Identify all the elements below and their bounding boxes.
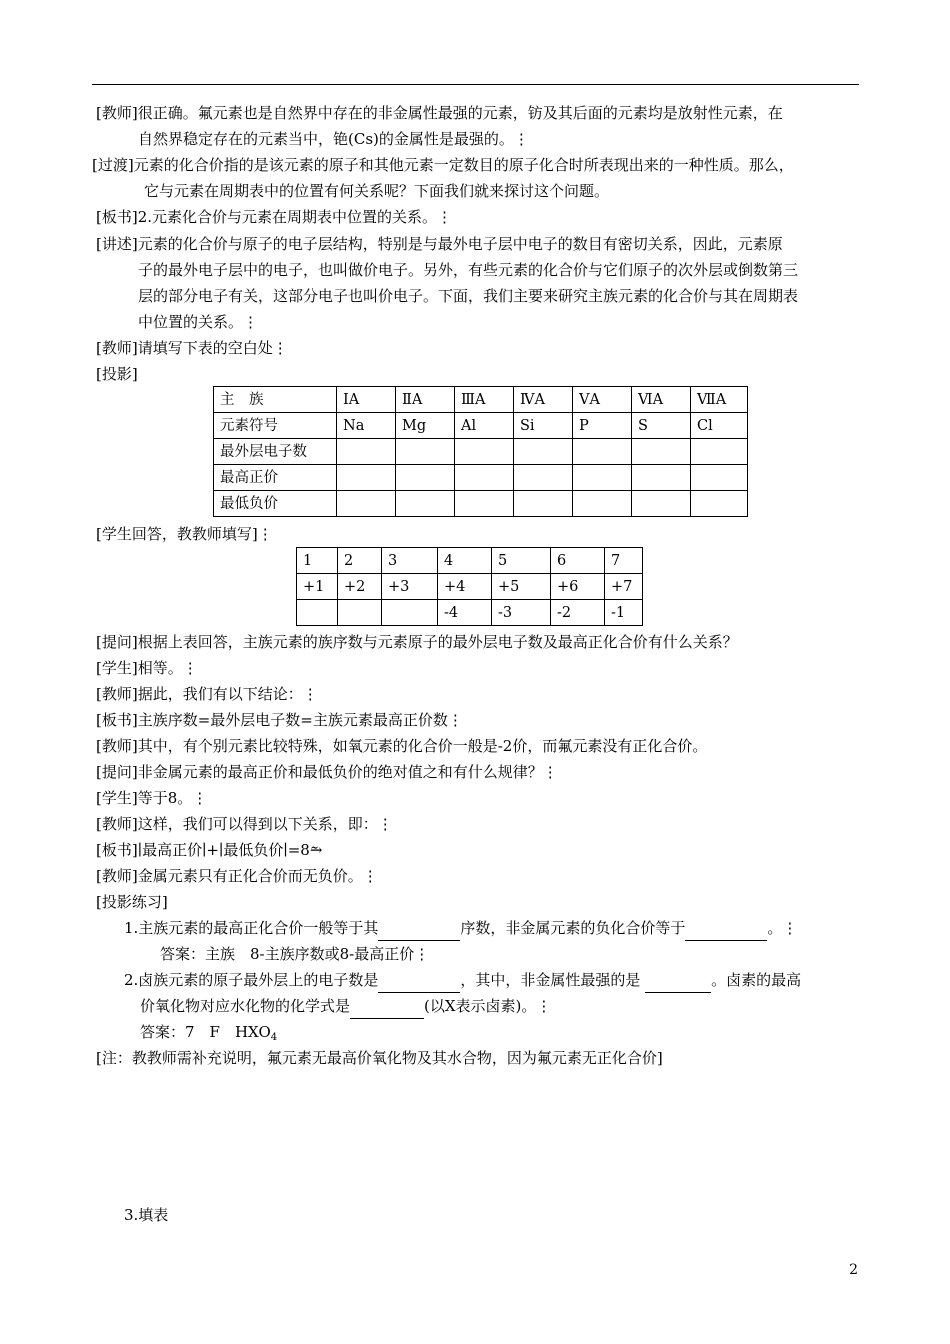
text-line: 层的部分电子有关，这部分电子也叫价电子。下面，我们主要来研究主族元素的化合价与其在周期表 [138, 287, 799, 305]
table-cell [337, 465, 396, 491]
blank-field[interactable] [350, 1000, 424, 1019]
table-cell [455, 439, 514, 465]
table-cell [632, 439, 691, 465]
table-cell: 元素符号 [214, 413, 337, 439]
table-cell: ⅦA [691, 387, 748, 413]
table-cell: 3 [382, 548, 438, 574]
table-cell [396, 465, 455, 491]
table-cell [573, 465, 632, 491]
table-cell [396, 491, 455, 517]
table-cell: ⅠA [337, 387, 396, 413]
table-row [214, 491, 748, 517]
table-cell: S [632, 413, 691, 439]
table-cell: ⅣA [514, 387, 573, 413]
table-cell: 5 [492, 548, 551, 574]
table-cell: ⅡA [396, 387, 455, 413]
table-cell: 7 [605, 548, 643, 574]
table-cell: Al [455, 413, 514, 439]
table-cell: ⅤA [573, 387, 632, 413]
table-cell: -1 [605, 600, 643, 626]
table-cell: P [573, 413, 632, 439]
table-row [214, 465, 748, 491]
table-cell [396, 439, 455, 465]
header-rule [92, 84, 859, 85]
text-line: [教师]这样，我们可以得到以下关系，即：⋮ [96, 815, 393, 833]
blank-field[interactable] [645, 974, 711, 993]
text-line: [教师]请填写下表的空白处⋮ [96, 339, 288, 357]
blank-field[interactable] [378, 974, 460, 993]
table-cell [573, 439, 632, 465]
blank-field[interactable] [685, 922, 767, 941]
item-3: 3.填表 [124, 1206, 169, 1224]
table-cell [337, 439, 396, 465]
table-cell [573, 491, 632, 517]
table-cell [632, 491, 691, 517]
text-line: 自然界稳定存在的元素当中，铯(Cs)的金属性是最强的。⋮ [138, 130, 529, 148]
text-line: 它与元素在周期表中的位置有何关系呢？下面我们就来探讨这个问题。 [144, 182, 610, 200]
table-cell: -2 [551, 600, 605, 626]
text-line: [学生]相等。⋮ [96, 659, 198, 677]
table-cell: Mg [396, 413, 455, 439]
text-line: [学生回答，教教师填写]⋮ [96, 525, 273, 543]
text-line: [投影] [96, 365, 138, 383]
table-row [214, 439, 748, 465]
table-cell [297, 600, 338, 626]
table-cell: +7 [605, 574, 643, 600]
table-cell: +5 [492, 574, 551, 600]
table-cell: +4 [438, 574, 492, 600]
text-line: 中位置的关系。⋮ [138, 313, 259, 331]
text-line: [讲述]元素的化合价与原子的电子层结构，特别是与最外电子层中电子的数目有密切关系，因此，元素原 [96, 235, 783, 253]
table-cell [514, 491, 573, 517]
table-cell: 1 [297, 548, 338, 574]
table-cell: ⅥA [632, 387, 691, 413]
table-cell [337, 491, 396, 517]
table-cell [514, 439, 573, 465]
text-line: [教师]其中，有个别元素比较特殊，如氧元素的化合价一般是-2价，而氟元素没有正化合价。 [96, 737, 708, 755]
table-cell: ⅢA [455, 387, 514, 413]
table-row [297, 574, 643, 600]
table-cell: 最高正价 [214, 465, 337, 491]
text-line: [学生]等于8。⋮ [96, 789, 208, 807]
table-cell: -4 [438, 600, 492, 626]
text-line: [教师]据此，我们有以下结论：⋮ [96, 685, 318, 703]
table-cell [338, 600, 382, 626]
text-line: [投影练习] [96, 893, 168, 911]
text-line: 子的最外电子层中的电子，也叫做价电子。另外，有些元素的化合价与它们原子的次外层或倒数第三 [138, 261, 799, 279]
table-cell: Si [514, 413, 573, 439]
table-cell: 6 [551, 548, 605, 574]
text-line: [过渡]元素的化合价指的是该元素的原子和其他元素一定数目的原子化合时所表现出来的一种性质。那么， [92, 156, 794, 174]
table-cell [514, 465, 573, 491]
table-row [214, 413, 748, 439]
table-row [297, 600, 643, 626]
table-cell: 最外层电子数 [214, 439, 337, 465]
text-line: [教师]金属元素只有正化合价而无负价。⋮ [96, 867, 378, 885]
table-row [214, 387, 748, 413]
text-line: [板书]主族序数=最外层电子数=主族元素最高正价数⋮ [96, 711, 463, 729]
text-line: [提问]根据上表回答，主族元素的族序数与元素原子的最外层电子数及最高正化合价有什么关系？ [96, 633, 738, 651]
table-cell: Cl [691, 413, 748, 439]
text-line: [提问]非金属元素的最高正价和最低负价的绝对值之和有什么规律？⋮ [96, 763, 558, 781]
table-cell [455, 465, 514, 491]
exercise-2-line2: 价氧化物对应水化物的化学式是 (以X表示卤素)。⋮ [140, 993, 551, 1019]
table-cell: Na [337, 413, 396, 439]
blank-field[interactable] [378, 922, 460, 941]
table-cell [455, 491, 514, 517]
exercise-1-answer: 答案：主族 8-主族序数或8-最高正价⋮ [160, 945, 430, 963]
table-cell: +3 [382, 574, 438, 600]
exercise-1: 1.主族元素的最高正化合价一般等于其 序数，非金属元素的负化合价等于 。⋮ [124, 915, 797, 941]
table-cell: +1 [297, 574, 338, 600]
table-cell: 2 [338, 548, 382, 574]
answer-table [296, 547, 643, 626]
table-cell: +2 [338, 574, 382, 600]
table-cell: +6 [551, 574, 605, 600]
table-cell: 最低负价 [214, 491, 337, 517]
table-cell [382, 600, 438, 626]
table-cell [691, 491, 748, 517]
table-cell [632, 465, 691, 491]
table-cell: -3 [492, 600, 551, 626]
table-row [297, 548, 643, 574]
note: [注：教教师需补充说明，氟元素无最高价氧化物及其水合物，因为氟元素无正化合价] [96, 1049, 663, 1067]
table-cell: 主 族 [214, 387, 337, 413]
exercise-2: 2.卤族元素的原子最外层上的电子数是 ，其中，非金属性最强的是 。卤素的最高 [124, 967, 801, 993]
table-cell: 4 [438, 548, 492, 574]
projection-table [213, 386, 748, 517]
text-line: [教师]很正确。氟元素也是自然界中存在的非金属性最强的元素，钫及其后面的元素均是放射性元素，在 [96, 104, 783, 122]
page-number: 2 [849, 1262, 858, 1278]
table-cell [691, 465, 748, 491]
text-line: [板书]∣最高正价∣+∣最低负价∣=8⥲ [96, 841, 323, 859]
table-cell [691, 439, 748, 465]
exercise-2-answer: 答案：7 F $HXO_4$ [140, 1023, 278, 1043]
text-line: [板书]2.元素化合价与元素在周期表中位置的关系。⋮ [96, 208, 453, 226]
